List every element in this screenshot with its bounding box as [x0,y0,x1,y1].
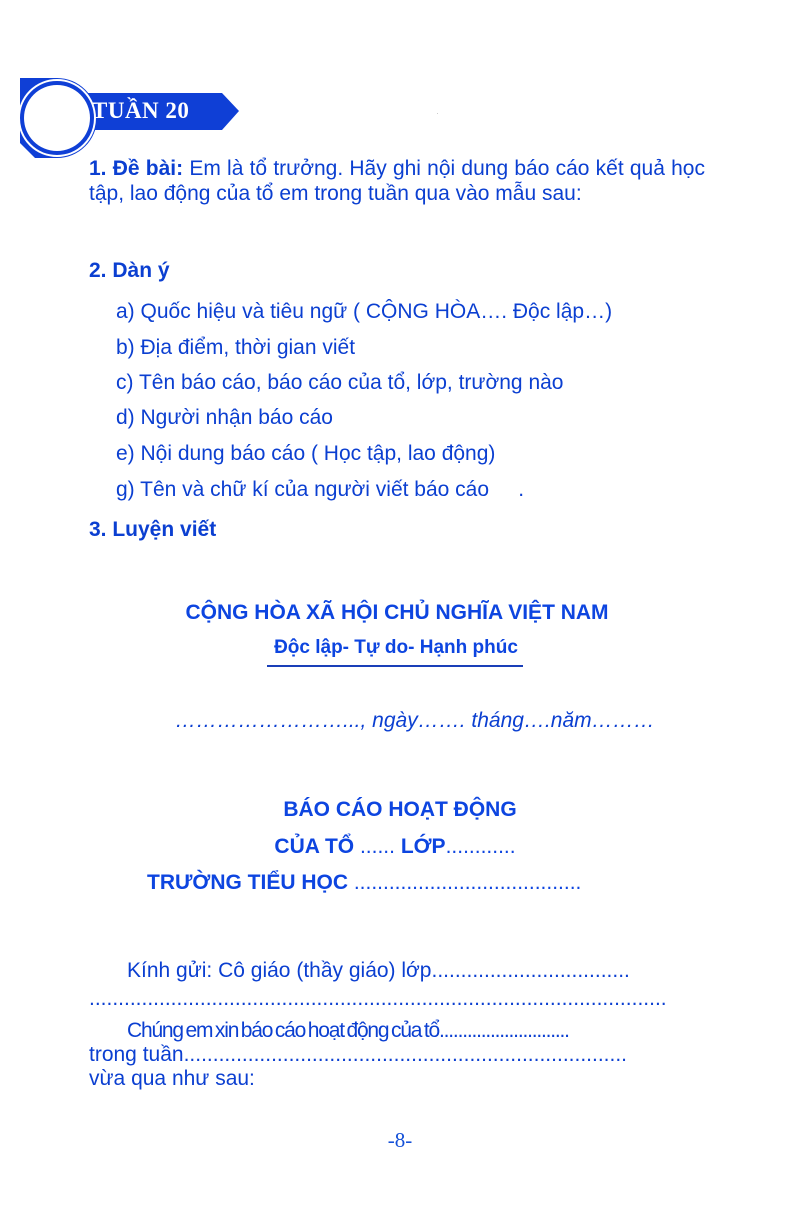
school-blank: ....................................... [348,871,582,894]
report-title: BÁO CÁO HOẠT ĐỘNG [283,798,517,821]
outline-item: c) Tên báo cáo, báo cáo của tổ, lớp, trường nào [116,371,564,394]
group-prefix: CỦA TỔ [274,835,355,858]
national-title: CỘNG HÒA XÃ HỘI CHỦ NGHĨA VIỆT NAM [185,601,609,624]
speck [437,113,438,114]
page-number: -8- [387,1128,413,1152]
class-blank: ............ [445,835,516,858]
outline-item: b) Địa điểm, thời gian viết [116,336,356,359]
practice-heading: 3. Luyện viết [89,518,217,541]
outline-item: e) Nội dung báo cáo ( Học tập, lao động) [116,442,496,465]
outline-item: d) Người nhận báo cáo [116,406,333,429]
place-date-line: ……………………..., ngày……. tháng….năm……… [175,709,655,732]
outline-item: g) Tên và chữ kí của người viết báo cáo . [116,478,525,501]
school-line [147,871,581,895]
school-prefix: TRƯỜNG TIỂU HỌC [147,871,348,894]
class-prefix: LỚP [400,835,446,858]
body-line-1: Chúng em xin báo cáo hoạt động của tổ............................ [127,1019,569,1042]
assignment-text: Em là tổ trưởng. Hãy ghi nội dung báo cáo kết quả học tập, lao động của tổ em trong tuần qua vào mẫu sau: [89,157,705,205]
motto-underline [267,665,523,667]
week-title: TUẦN 20 [92,98,190,123]
body-line-2: trong tuần............................................................................ [89,1044,627,1066]
assignment-prompt [89,156,705,206]
greeting-continuation: ................................................................................................... [89,988,667,1010]
outline-heading: 2. Dàn ý [89,259,170,282]
outline-item: a) Quốc hiệu và tiêu ngữ ( CỘNG HÒA…. Độc lập…) [116,300,613,323]
group-blank: ...... [354,835,401,858]
assignment-label: 1. Đề bài: [89,157,184,180]
report-group-line [0,835,795,859]
greeting-line: Kính gửi: Cô giáo (thầy giáo) lớp.................................. [127,959,630,982]
body-line-3: vừa qua như sau: [89,1067,255,1090]
national-motto: Độc lập- Tự do- Hạnh phúc [274,637,518,658]
